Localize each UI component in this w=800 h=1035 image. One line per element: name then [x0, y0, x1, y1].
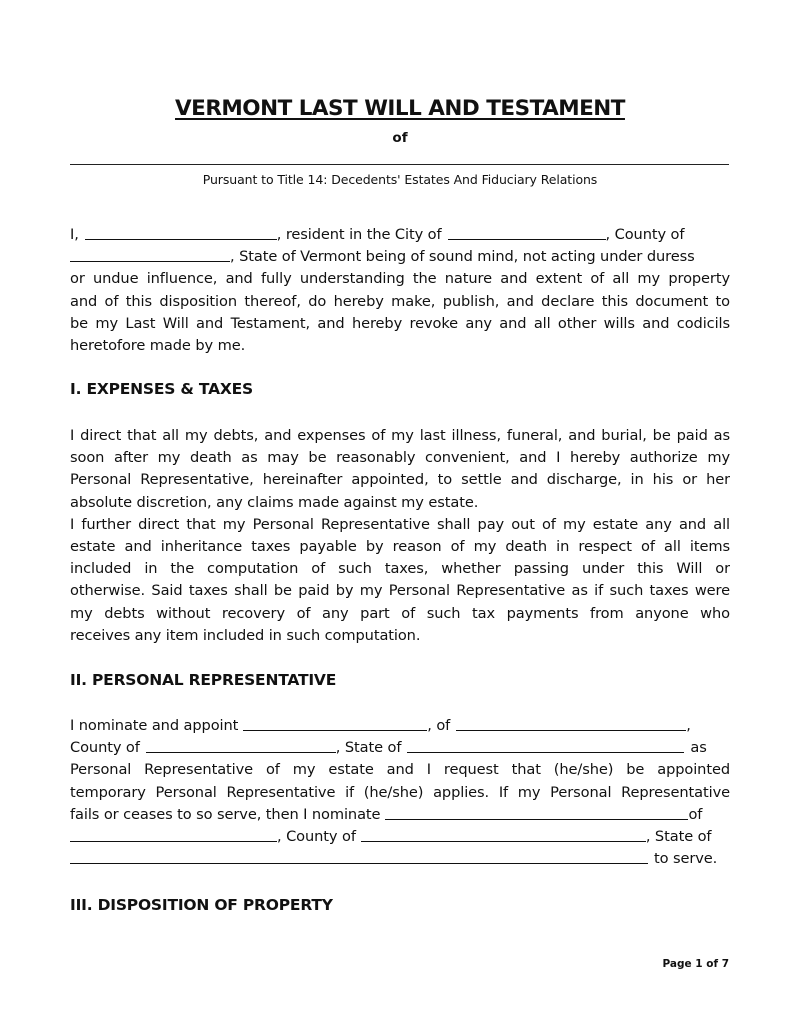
representative-city-field[interactable]: [456, 715, 686, 731]
taxes-line: otherwise. Said taxes shall be paid by my Personal Representative as if such taxes were: [70, 582, 730, 600]
intro-line-6: heretofore made by me.: [70, 336, 246, 354]
city-field[interactable]: [448, 224, 606, 240]
taxes-line: included in the computation of such taxes, whether passing under this Will or: [70, 560, 730, 578]
alternate-county-field[interactable]: [361, 826, 646, 842]
rep-line-4: temporary Personal Representative if (he/she) applies. If my Personal Representative: [70, 783, 730, 801]
document-of-label: of: [392, 130, 408, 146]
page-number: Page 1 of 7: [662, 958, 729, 970]
expenses-line: soon after my death as may be reasonably convenient, and I hereby authorize my: [70, 449, 730, 467]
taxes-line: receives any item included in such computation.: [70, 626, 421, 644]
alternate-city-field[interactable]: [70, 826, 277, 842]
intro-line-5: be my Last Will and Testament, and hereby revoke any and all other wills and codicils: [70, 314, 730, 332]
expenses-line: absolute discretion, any claims made against my estate.: [70, 493, 479, 511]
county-field[interactable]: [70, 246, 230, 262]
rep-line-1: I nominate and appoint , of ,: [70, 717, 691, 734]
expenses-paragraph: [70, 425, 730, 647]
rep-line-3: Personal Representative of my estate and I request that (he/she) be appointed: [70, 761, 730, 779]
rep-line-7: to serve.: [70, 848, 730, 870]
testator-name-field[interactable]: [85, 224, 277, 240]
taxes-line: estate and inheritance taxes payable by reason of my death in respect of all items: [70, 537, 730, 555]
representative-paragraph: [70, 715, 730, 870]
representative-state-field[interactable]: [407, 737, 684, 753]
statute-reference: Pursuant to Title 14: Decedents' Estates And Fiduciary Relations: [202, 172, 598, 187]
representative-county-field[interactable]: [146, 737, 336, 753]
document-title: VERMONT LAST WILL AND TESTAMENT: [175, 96, 625, 121]
intro-paragraph: [70, 224, 730, 357]
section-heading-expenses: I. EXPENSES & TAXES: [70, 380, 254, 398]
expenses-line: Personal Representative, hereinafter appointed, to settle and discharge, in his or her: [70, 471, 730, 489]
representative-name-field[interactable]: [243, 715, 427, 731]
rep-line-5: fails or ceases to so serve, then I nominate of: [70, 805, 703, 823]
taxes-line: my debts without recovery of any part of such tax payments from anyone who: [70, 604, 730, 622]
expenses-line: I direct that all my debts, and expenses of my last illness, funeral, and burial, be paid as: [70, 427, 730, 444]
rep-line-2: County of , State of as: [70, 739, 707, 757]
rep-line-6: , County of , State of: [70, 826, 730, 848]
alternate-representative-name-field[interactable]: [385, 804, 688, 820]
section-heading-personal-representative: II. PERSONAL REPRESENTATIVE: [70, 671, 337, 689]
alternate-state-field[interactable]: [70, 848, 648, 864]
intro-line-3: or undue influence, and fully understanding the nature and extent of all my property: [70, 270, 730, 288]
testator-name-line[interactable]: [70, 164, 729, 165]
taxes-line: I further direct that my Personal Representative shall pay out of my estate any and all: [70, 515, 730, 533]
section-heading-disposition: III. DISPOSITION OF PROPERTY: [70, 896, 333, 914]
intro-line-1: I, , resident in the City of , County of: [70, 226, 685, 243]
intro-line-4: and of this disposition thereof, do hereby make, publish, and declare this document to: [70, 292, 730, 310]
intro-line-2: , State of Vermont being of sound mind, not acting under duress: [70, 246, 730, 268]
